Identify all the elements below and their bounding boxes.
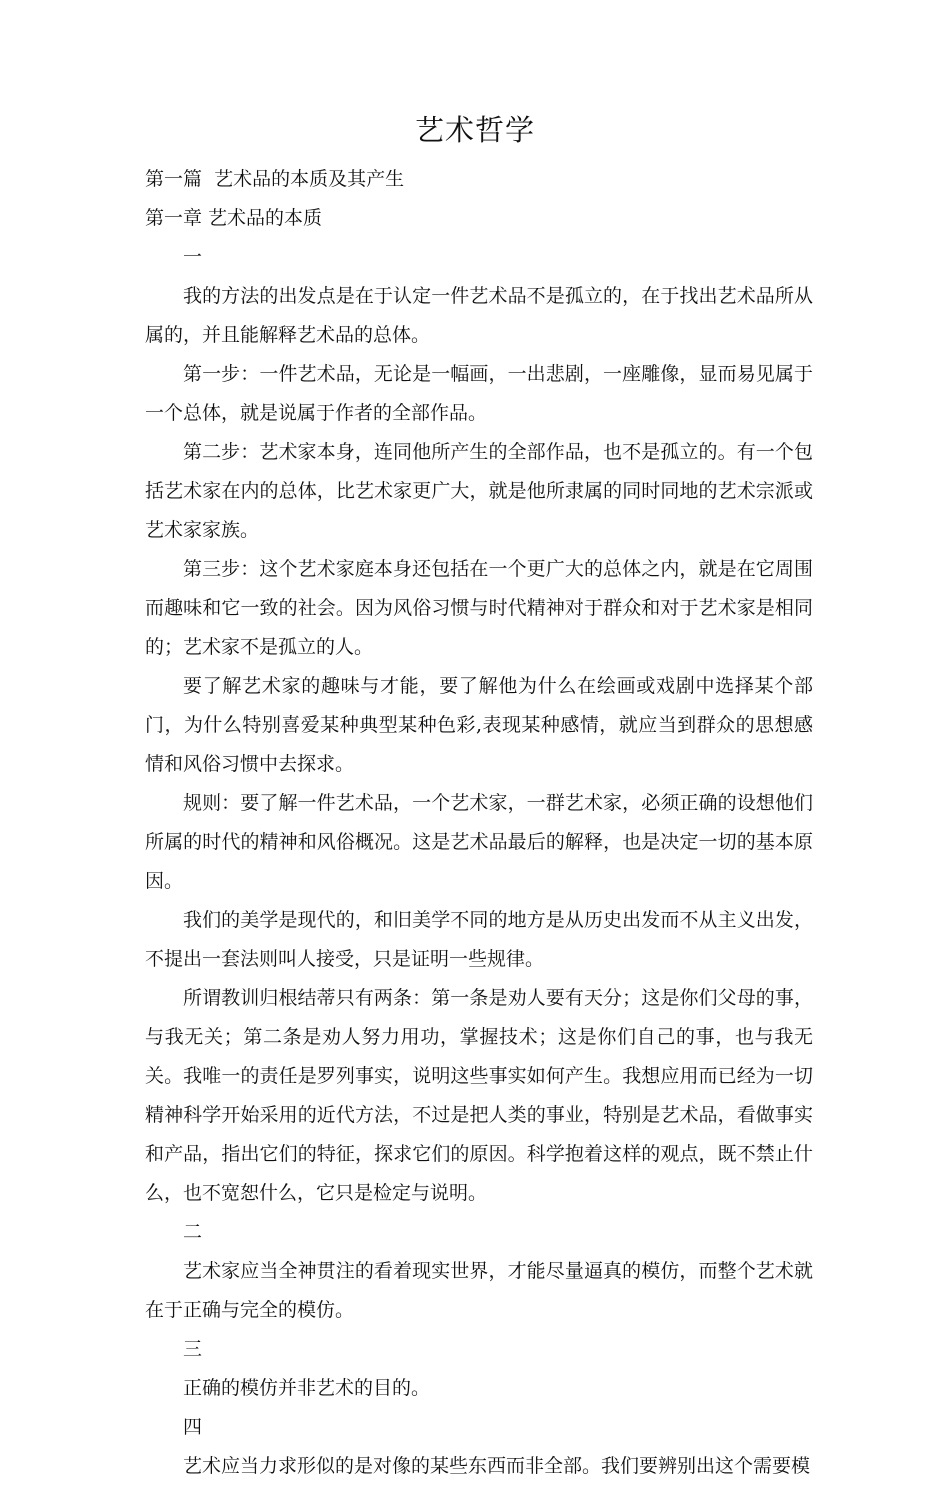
paragraph: 所谓教训归根结蒂只有两条：第一条是劝人要有天分；这是你们父母的事，与我无关；第二条是劝人努力用功，掌握技术；这是你们自己的事，也与我无关。我唯一的责任是罗列事实，说明这些事实如何产生。我想应用而已经为一切精神科学开始采用的近代方法，不过是把人类的事业，特别是艺术品，看做事实和产品，指出它们的特征，探求它们的原因。科学抱着这样的观点，既不禁止什么，也不宽恕什么，它只是检定与说明。 [145, 987, 813, 1204]
paragraph: 要了解艺术家的趣味与才能，要了解他为什么在绘画或戏剧中选择某个部门，为什么特别喜爱某种典型某种色彩,表现某种感情，就应当到群众的思想感情和风俗习惯中去探求。 [145, 675, 813, 775]
paragraph: 第三步：这个艺术家庭本身还包括在一个更广大的总体之内，就是在它周围而趣味和它一致的社会。因为风俗习惯与时代精神对于群众和对于艺术家是相同的；艺术家不是孤立的人。 [145, 558, 813, 658]
section-number: 二 [183, 1221, 203, 1243]
paragraph: 第二步：艺术家本身，连同他所产生的全部作品，也不是孤立的。有一个包括艺术家在内的总体，比艺术家更广大，就是他所隶属的同时同地的艺术宗派或艺术家家族。 [145, 441, 813, 541]
chapter-heading: 第一章 艺术品的本质 [145, 207, 323, 229]
section-number: 一 [183, 246, 203, 268]
paragraph: 艺术家应当全神贯注的看着现实世界，才能尽量逼真的模仿，而整个艺术就在于正确与完全的模仿。 [145, 1260, 813, 1321]
document-title: 艺术哲学 [414, 113, 535, 147]
paragraph: 我的方法的出发点是在于认定一件艺术品不是孤立的，在于找出艺术品所从属的，并且能解释艺术品的总体。 [145, 285, 813, 346]
paragraph: 第一步：一件艺术品，无论是一幅画，一出悲剧，一座雕像，显而易见属于一个总体，就是说属于作者的全部作品。 [145, 363, 813, 424]
paragraph: 正确的模仿并非艺术的目的。 [183, 1377, 431, 1399]
section-number: 四 [183, 1416, 203, 1438]
part-heading: 第一篇 艺术品的本质及其产生 [145, 168, 405, 190]
paragraph: 规则：要了解一件艺术品，一个艺术家，一群艺术家，必须正确的设想他们所属的时代的精神和风俗概况。这是艺术品最后的解释，也是决定一切的基本原因。 [145, 792, 813, 892]
section-number: 三 [183, 1338, 203, 1360]
paragraph: 我们的美学是现代的，和旧美学不同的地方是从历史出发而不从主义出发，不提出一套法则叫人接受，只是证明一些规律。 [145, 909, 813, 970]
paragraph: 艺术应当力求形似的是对像的某些东西而非全部。我们要辨别出这个需要模 [183, 1455, 811, 1477]
document-body [145, 160, 813, 1486]
